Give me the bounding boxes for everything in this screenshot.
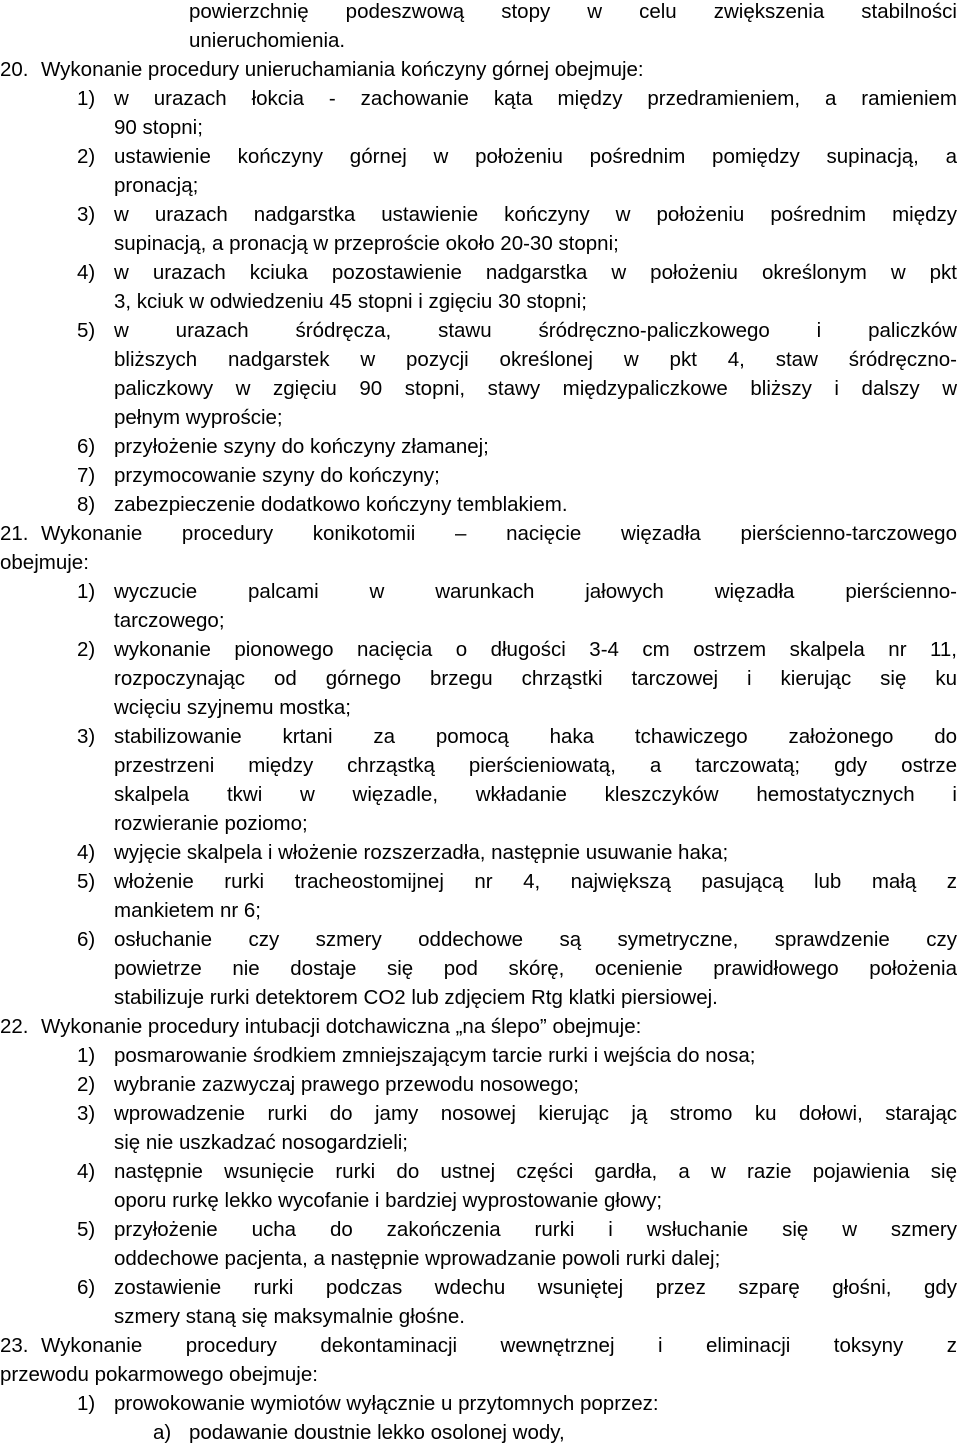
- list-item-text: włożenie rurki tracheostomijnej nr 4, największą pasującą lub małą z: [114, 870, 957, 893]
- list-item-text: wyjęcie skalpela i włożenie rozszerzadła, następnie usuwanie haka;: [114, 841, 729, 864]
- text-line: unieruchomienia.: [189, 29, 346, 52]
- text-line: powierzchnię podeszwową stopy w celu zwiększenia stabilności: [189, 0, 957, 23]
- section-number: 22.: [0, 1015, 29, 1038]
- list-item-text: pełnym wyproście;: [114, 406, 283, 429]
- list-item-text: osłuchanie czy szmery oddechowe są symetryczne, sprawdzenie czy: [114, 928, 957, 951]
- list-item-number: 5): [77, 870, 96, 893]
- list-item-number: 2): [77, 1073, 96, 1096]
- list-item-text: stabilizuje rurki detektorem CO2 lub zdjęciem Rtg klatki piersiowej.: [114, 986, 718, 1009]
- section-heading: obejmuje:: [0, 551, 89, 574]
- list-item-number: 6): [77, 1276, 96, 1299]
- list-item-text: 3, kciuk w odwiedzeniu 45 stopni i zgięciu 30 stopni;: [114, 290, 587, 313]
- list-item-number: 1): [77, 1392, 96, 1415]
- list-item-text: wyczucie palcami w warunkach jałowych więzadła pierścienno-: [114, 580, 957, 603]
- section-heading: Wykonanie procedury unieruchamiania kończyny górnej obejmuje:: [41, 58, 644, 81]
- list-item-text: wprowadzenie rurki do jamy nosowej kierując ją stromo ku dołowi, starając: [114, 1102, 957, 1125]
- list-item-text: mankietem nr 6;: [114, 899, 261, 922]
- sub-item-text: podawanie doustnie lekko osolonej wody,: [189, 1421, 565, 1444]
- list-item-text: paliczkowy w zgięciu 90 stopni, stawy międzypaliczkowe bliższy i dalszy w: [114, 377, 957, 400]
- list-item-text: wybranie zazwyczaj prawego przewodu nosowego;: [114, 1073, 579, 1096]
- list-item-number: 2): [77, 145, 96, 168]
- list-item-text: posmarowanie środkiem zmniejszającym tarcie rurki i wejścia do nosa;: [114, 1044, 756, 1067]
- list-item-number: 3): [77, 1102, 96, 1125]
- list-item-text: następnie wsunięcie rurki do ustnej części gardła, a w razie pojawienia się: [114, 1160, 957, 1183]
- list-item-text: rozwieranie poziomo;: [114, 812, 308, 835]
- list-item-text: prowokowanie wymiotów wyłącznie u przytomnych poprzez:: [114, 1392, 659, 1415]
- section-number: 23.: [0, 1334, 29, 1357]
- section-number: 20.: [0, 58, 29, 81]
- list-item-text: ustawienie kończyny górnej w położeniu pośrednim pomiędzy supinacją, a: [114, 145, 957, 168]
- list-item-number: 6): [77, 435, 96, 458]
- list-item-text: stabilizowanie krtani za pomocą haka tchawiczego założonego do: [114, 725, 957, 748]
- section-heading: przewodu pokarmowego obejmuje:: [0, 1363, 318, 1386]
- list-item-number: 6): [77, 928, 96, 951]
- list-item-text: oporu rurkę lekko wycofanie i bardziej wyprostowanie głowy;: [114, 1189, 663, 1212]
- list-item-text: w urazach nadgarstka ustawienie kończyny w położeniu pośrednim między: [114, 203, 957, 226]
- list-item-text: 90 stopni;: [114, 116, 203, 139]
- list-item-number: 4): [77, 261, 96, 284]
- list-item-text: w urazach śródręcza, stawu śródręczno-paliczkowego i paliczków: [114, 319, 957, 342]
- list-item-text: pronacją;: [114, 174, 199, 197]
- list-item-text: w urazach kciuka pozostawienie nadgarstka w położeniu określonym w pkt: [114, 261, 957, 284]
- list-item-number: 5): [77, 319, 96, 342]
- section-heading: Wykonanie procedury konikotomii – nacięcie więzadła pierścienno-tarczowego: [41, 522, 957, 545]
- list-item-number: 4): [77, 1160, 96, 1183]
- sub-item-letter: a): [153, 1421, 172, 1444]
- list-item-text: zostawienie rurki podczas wdechu wsuniętej przez szparę głośni, gdy: [114, 1276, 957, 1299]
- list-item-text: szmery staną się maksymalnie głośne.: [114, 1305, 465, 1328]
- list-item-text: tarczowego;: [114, 609, 225, 632]
- list-item-text: w urazach łokcia - zachowanie kąta między przedramieniem, a ramieniem: [114, 87, 957, 110]
- list-item-text: wykonanie pionowego nacięcia o długości 3-4 cm ostrzem skalpela nr 11,: [114, 638, 957, 661]
- section-heading: Wykonanie procedury dekontaminacji wewnętrznej i eliminacji toksyny z: [41, 1334, 957, 1357]
- list-item-text: przyłożenie szyny do kończyny złamanej;: [114, 435, 489, 458]
- list-item-number: 2): [77, 638, 96, 661]
- list-item-number: 5): [77, 1218, 96, 1241]
- list-item-text: rozpoczynając od górnego brzegu chrząstki tarczowej i kierując się ku: [114, 667, 957, 690]
- list-item-number: 1): [77, 580, 96, 603]
- section-heading: Wykonanie procedury intubacji dotchawiczna „na ślepo” obejmuje:: [41, 1015, 642, 1038]
- section-number: 21.: [0, 522, 29, 545]
- list-item-text: oddechowe pacjenta, a następnie wprowadzanie powoli rurki dalej;: [114, 1247, 721, 1270]
- list-item-text: supinacją, a pronacją w przeproście około 20-30 stopni;: [114, 232, 619, 255]
- list-item-text: wcięciu szyjnemu mostka;: [114, 696, 351, 719]
- list-item-text: zabezpieczenie dodatkowo kończyny temblakiem.: [114, 493, 568, 516]
- list-item-number: 4): [77, 841, 96, 864]
- list-item-text: powietrze nie dostaje się pod skórę, ocenienie prawidłowego położenia: [114, 957, 957, 980]
- list-item-number: 1): [77, 1044, 96, 1067]
- list-item-text: przyłożenie ucha do zakończenia rurki i wsłuchanie się w szmery: [114, 1218, 957, 1241]
- list-item-text: przymocowanie szyny do kończyny;: [114, 464, 440, 487]
- list-item-text: bliższych nadgarstek w pozycji określonej w pkt 4, staw śródręczno-: [114, 348, 957, 371]
- list-item-text: skalpela tkwi w więzadle, wkładanie kleszczyków hemostatycznych i: [114, 783, 957, 806]
- list-item-number: 3): [77, 203, 96, 226]
- list-item-text: się nie uszkadzać nosogardzieli;: [114, 1131, 408, 1154]
- list-item-number: 7): [77, 464, 96, 487]
- list-item-number: 8): [77, 493, 96, 516]
- list-item-number: 1): [77, 87, 96, 110]
- list-item-number: 3): [77, 725, 96, 748]
- list-item-text: przestrzeni między chrząstką pierścieniowatą, a tarczowatą; gdy ostrze: [114, 754, 957, 777]
